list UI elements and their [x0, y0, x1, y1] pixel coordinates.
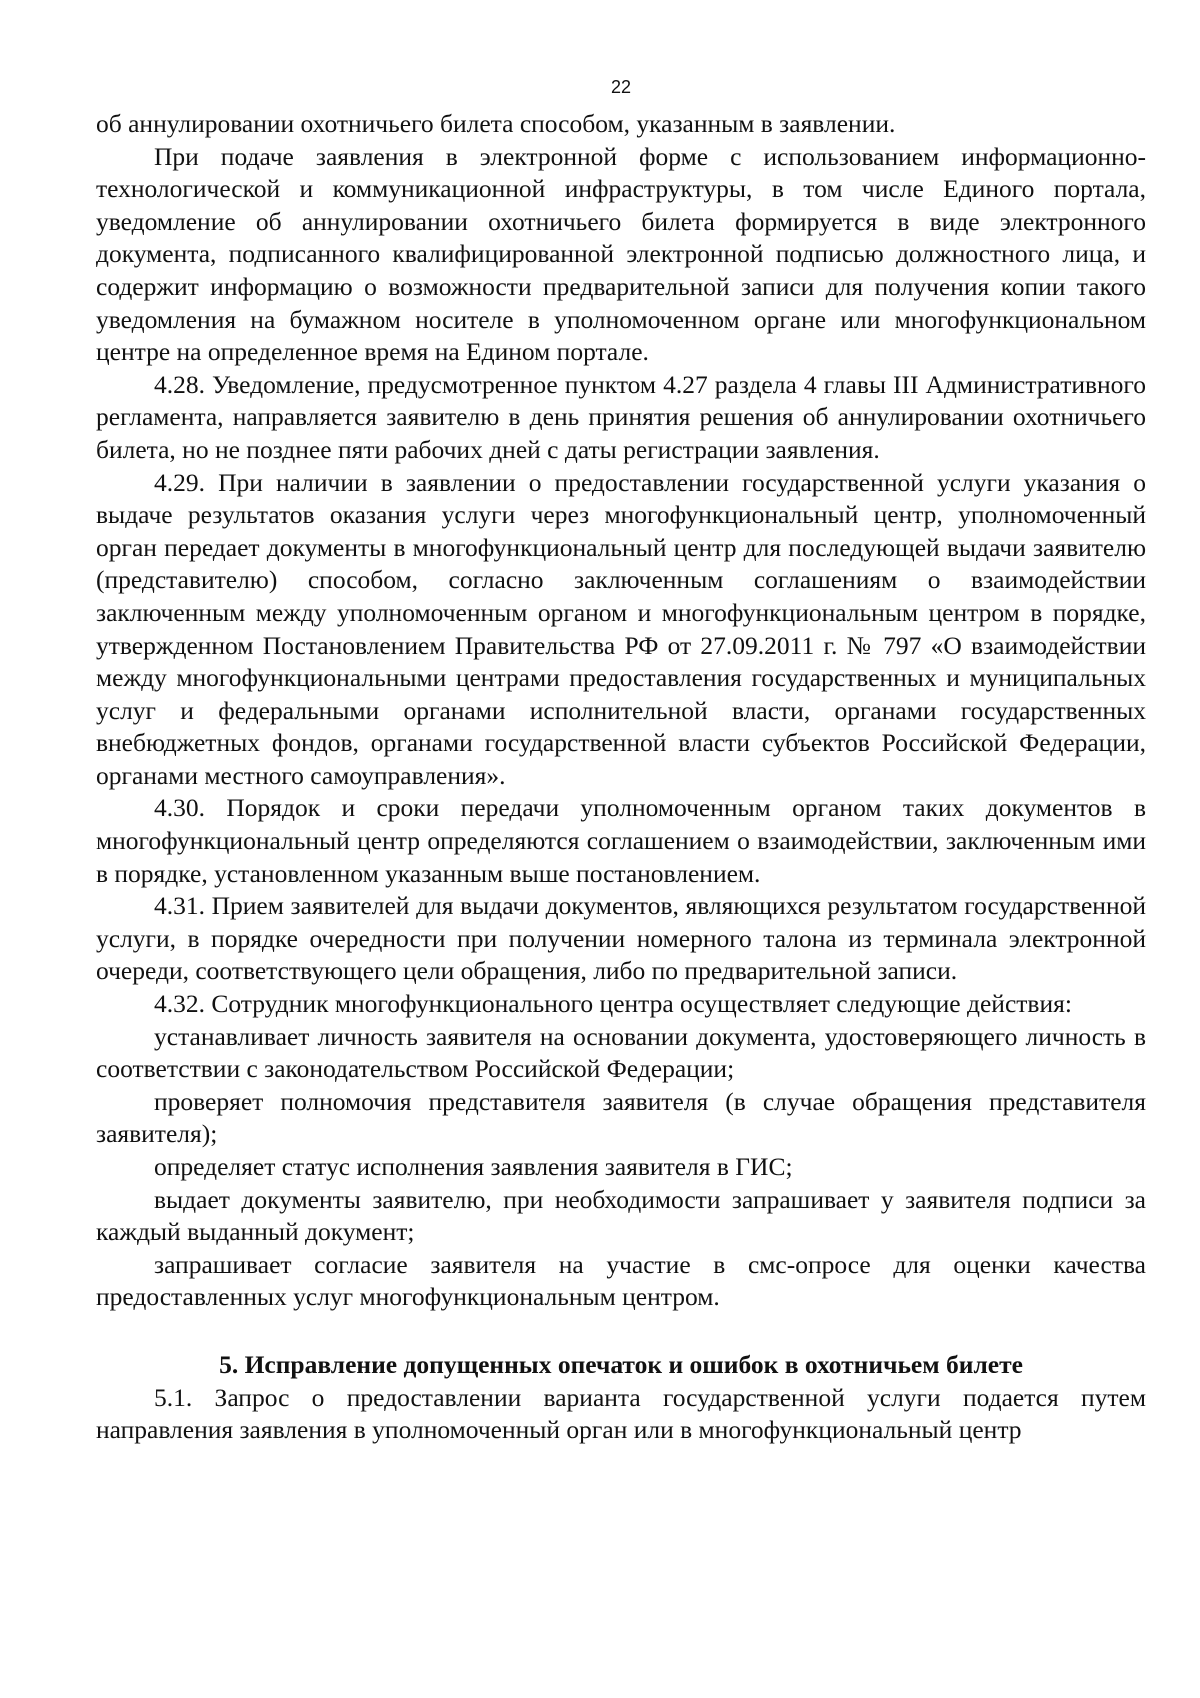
action-item-issue-documents: выдает документы заявителю, при необходимости запрашивает у заявителя подписи за каждый выданный документ; — [96, 1184, 1146, 1247]
action-item-status: определяет статус исполнения заявления заявителя в ГИС; — [154, 1152, 793, 1181]
paragraph-4-29: 4.29. При наличии в заявлении о предоставлении государственной услуги указания о выдаче результатов оказания услуги через многофункциональный центр, уполномоченный орган передает документы в многофункциональный центр для последующей выдачи заявителю (представителю) способом, согласно заключенным соглашениям о взаимодействии заключенным между уполномоченным органом и многофункциональным центром в порядке, утвержденном Постановлением Правительства РФ от 27.09.2011 г. № 797 «О взаимодействии между многофункциональными центрами предоставления государственных и муниципальных услуг и федеральными органами исполнительной власти, органами государственных внебюджетных фондов, органами государственной власти субъектов Российской Федерации, органами местного самоуправления». — [96, 467, 1146, 790]
action-item-identify: устанавливает личность заявителя на основании документа, удостоверяющего личность в соответствии с законодательством Российской Федерации; — [96, 1021, 1146, 1084]
paragraph-continuation: об аннулировании охотничьего билета способом, указанным в заявлении. — [96, 109, 896, 138]
section-heading: 5. Исправление допущенных опечаток и ошибок в охотничьем билете — [219, 1349, 1023, 1379]
action-item-sms-survey: запрашивает согласие заявителя на участие в смс-опросе для оценки качества предоставленных услуг многофункциональным центром. — [96, 1249, 1146, 1312]
paragraph-4-28: 4.28. Уведомление, предусмотренное пунктом 4.27 раздела 4 главы III Административного регламента, направляется заявителю в день принятия решения об аннулировании охотничьего билета, но не позднее пяти рабочих дней с даты регистрации заявления. — [96, 369, 1146, 464]
paragraph-4-32: 4.32. Сотрудник многофункционального центра осуществляет следующие действия: — [154, 989, 1072, 1019]
paragraph-4-30: 4.30. Порядок и сроки передачи уполномоченным органом таких документов в многофункциональный центр определяются соглашением о взаимодействии, заключенным ими в порядке, установленном указанным выше постановлением. — [96, 793, 1146, 888]
page-number: 22 — [610, 77, 632, 97]
paragraph-5-1: 5.1. Запрос о предоставлении варианта государственной услуги подается путем направления заявления в уполномоченный орган или в многофункциональный центр — [96, 1382, 1146, 1445]
document-page — [96, 76, 1146, 1447]
paragraph-electronic-notification: При подаче заявления в электронной форме с использованием информационно-технологической и коммуникационной инфраструктуры, в том числе Единого портала, уведомление об аннулировании охотничьего билета формируется в виде электронного документа, подписанного квалифицированной электронной подписью должностного лица, и содержит информацию о возможности предварительной записи для получения копии такого уведомления на бумажном носителе в уполномоченном органе или многофункциональном центре на определенное время на Едином портале. — [96, 141, 1146, 367]
paragraph-4-31: 4.31. Прием заявителей для выдачи документов, являющихся результатом государственной услуги, в порядке очередности при получении номерного талона из терминала электронной очереди, соответствующего цели обращения, либо по предварительной записи. — [96, 891, 1146, 986]
action-item-verify-authority: проверяет полномочия представителя заявителя (в случае обращения представителя заявителя); — [96, 1086, 1146, 1149]
